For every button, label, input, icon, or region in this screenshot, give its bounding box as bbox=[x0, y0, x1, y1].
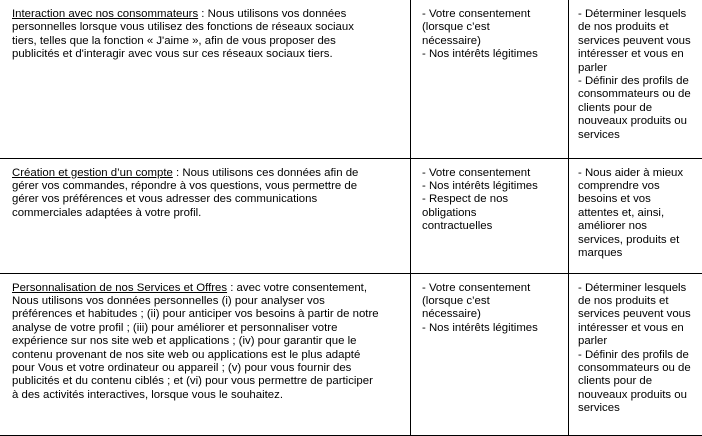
purpose-line: de nos produits et bbox=[578, 294, 669, 307]
description-line: préférences et habitudes ; (ii) pour anticiper vos besoins à partir de notre bbox=[12, 308, 379, 321]
legal-basis-line: (lorsque c’est bbox=[422, 21, 490, 34]
purpose-line: de nos produits et bbox=[578, 21, 669, 34]
legal-basis-line: - Respect de nos bbox=[422, 193, 509, 206]
legal-basis-line: - Votre consentement bbox=[422, 281, 531, 294]
purpose-line: nouveaux produits ou bbox=[578, 115, 687, 128]
legal-basis-cell bbox=[411, 0, 569, 158]
purpose-line: - Déterminer lesquels bbox=[578, 281, 687, 294]
processing-description-cell bbox=[0, 273, 411, 435]
description-line: à des activités interactives, lorsque vous le souhaitez. bbox=[12, 388, 283, 401]
processing-description-cell bbox=[0, 158, 411, 273]
description-line: personnelles lorsque vous utilisez des fonctions de réseaux sociaux bbox=[12, 21, 354, 34]
legal-basis-line: obligations bbox=[422, 206, 477, 219]
legal-basis-item bbox=[422, 180, 562, 193]
description-text: : Nous utilisons ces données afin de bbox=[172, 166, 359, 179]
table-row bbox=[0, 158, 702, 273]
legal-basis-line: - Nos intérêts légitimes bbox=[422, 179, 538, 192]
purpose-item bbox=[578, 8, 702, 75]
purpose-item bbox=[578, 75, 702, 142]
purpose-line: - Définir des profils de bbox=[578, 75, 689, 88]
table-row bbox=[0, 0, 702, 158]
legal-basis-line: - Nos intérêts légitimes bbox=[422, 321, 538, 334]
purpose-line: clients pour de bbox=[578, 375, 653, 388]
legal-basis-item bbox=[422, 8, 562, 48]
purpose-line: attentes et, ainsi, bbox=[578, 206, 665, 219]
purpose-line: services bbox=[578, 128, 620, 141]
description-line-1 bbox=[12, 8, 404, 21]
processing-label: Personnalisation de nos Services et Offres bbox=[12, 281, 228, 294]
purpose-cell bbox=[569, 273, 702, 435]
description-line-1 bbox=[12, 167, 404, 180]
purpose-line: consommateurs ou de bbox=[578, 88, 691, 101]
purpose-item bbox=[578, 167, 702, 261]
legal-basis-line: contractuelles bbox=[422, 220, 493, 233]
purpose-line: services, produits et bbox=[578, 233, 680, 246]
purpose-line: intéresser et vous en bbox=[578, 321, 684, 334]
legal-basis-item bbox=[422, 322, 562, 335]
purpose-line: clients pour de bbox=[578, 101, 653, 114]
purpose-line: - Définir des profils de bbox=[578, 348, 689, 361]
description-line: contenu provenant de nos site web ou applications est le plus adapté bbox=[12, 348, 361, 361]
purpose-line: parler bbox=[578, 61, 608, 74]
purpose-line: - Nous aider à mieux bbox=[578, 166, 684, 179]
legal-basis-item bbox=[422, 48, 562, 61]
purpose-item bbox=[578, 282, 702, 349]
processing-label: Interaction avec nos consommateurs bbox=[12, 8, 199, 20]
legal-basis-item bbox=[422, 167, 562, 180]
description-line-1 bbox=[12, 282, 404, 295]
purpose-cell bbox=[569, 0, 702, 158]
purpose-line: nouveaux produits ou bbox=[578, 388, 687, 401]
legal-basis-line: - Nos intérêts légitimes bbox=[422, 48, 538, 61]
purpose-line: comprendre vos bbox=[578, 179, 660, 192]
purpose-cell bbox=[569, 158, 702, 273]
description-line: publicités et d'interagir avec vous sur ces réseaux sociaux tiers. bbox=[12, 48, 333, 61]
purpose-line: consommateurs ou de bbox=[578, 361, 691, 374]
table-row bbox=[0, 273, 702, 435]
purpose-line: services peuvent vous bbox=[578, 308, 691, 321]
legal-basis-item bbox=[422, 193, 562, 233]
legal-basis-line: - Votre consentement bbox=[422, 8, 531, 20]
purpose-line: - Déterminer lesquels bbox=[578, 8, 687, 20]
description-line: publicités et du contenu ciblés ; et (vi) pour vous permettre de participer bbox=[12, 375, 373, 388]
purpose-line: intéresser et vous en bbox=[578, 48, 684, 61]
purpose-line: besoins et vos bbox=[578, 193, 651, 206]
description-line: commerciales adaptées à votre profil. bbox=[12, 206, 202, 219]
purpose-line: parler bbox=[578, 335, 608, 348]
legal-basis-line: (lorsque c’est bbox=[422, 294, 490, 307]
purpose-line: marques bbox=[578, 246, 623, 259]
description-line: Nous utilisons vos données personnelles (i) pour analyser vos bbox=[12, 294, 325, 307]
description-line: gérer vos préférences et vous adresser des communications bbox=[12, 193, 318, 206]
legal-basis-line: - Votre consentement bbox=[422, 166, 531, 179]
description-line: tiers, telles que la fonction « J'aime », afin de vous proposer des bbox=[12, 34, 336, 47]
legal-basis-cell bbox=[411, 273, 569, 435]
legal-basis-item bbox=[422, 282, 562, 322]
legal-basis-line: nécessaire) bbox=[422, 34, 481, 47]
description-line: pour Vous et votre ordinateur ou appareil ; (v) pour vous fournir des bbox=[12, 361, 352, 374]
purpose-item bbox=[578, 349, 702, 416]
description-text: : avec votre consentement, bbox=[227, 281, 367, 294]
purpose-line: services peuvent vous bbox=[578, 34, 691, 47]
legal-basis-line: nécessaire) bbox=[422, 308, 481, 321]
description-line: analyse de votre profil ; (iii) pour améliorer et personnaliser votre bbox=[12, 321, 338, 334]
processing-label: Création et gestion d’un compte bbox=[12, 166, 173, 179]
description-text: : Nous utilisons vos données bbox=[198, 8, 347, 20]
description-line: expérience sur nos site web et applications ; (iv) pour garantir que le bbox=[12, 335, 357, 348]
processing-description-cell bbox=[0, 0, 411, 158]
purpose-line: services bbox=[578, 402, 620, 415]
legal-basis-cell bbox=[411, 158, 569, 273]
description-line: gérer vos commandes, répondre à vos questions, vous permettre de bbox=[12, 179, 358, 192]
purpose-line: améliorer nos bbox=[578, 220, 648, 233]
